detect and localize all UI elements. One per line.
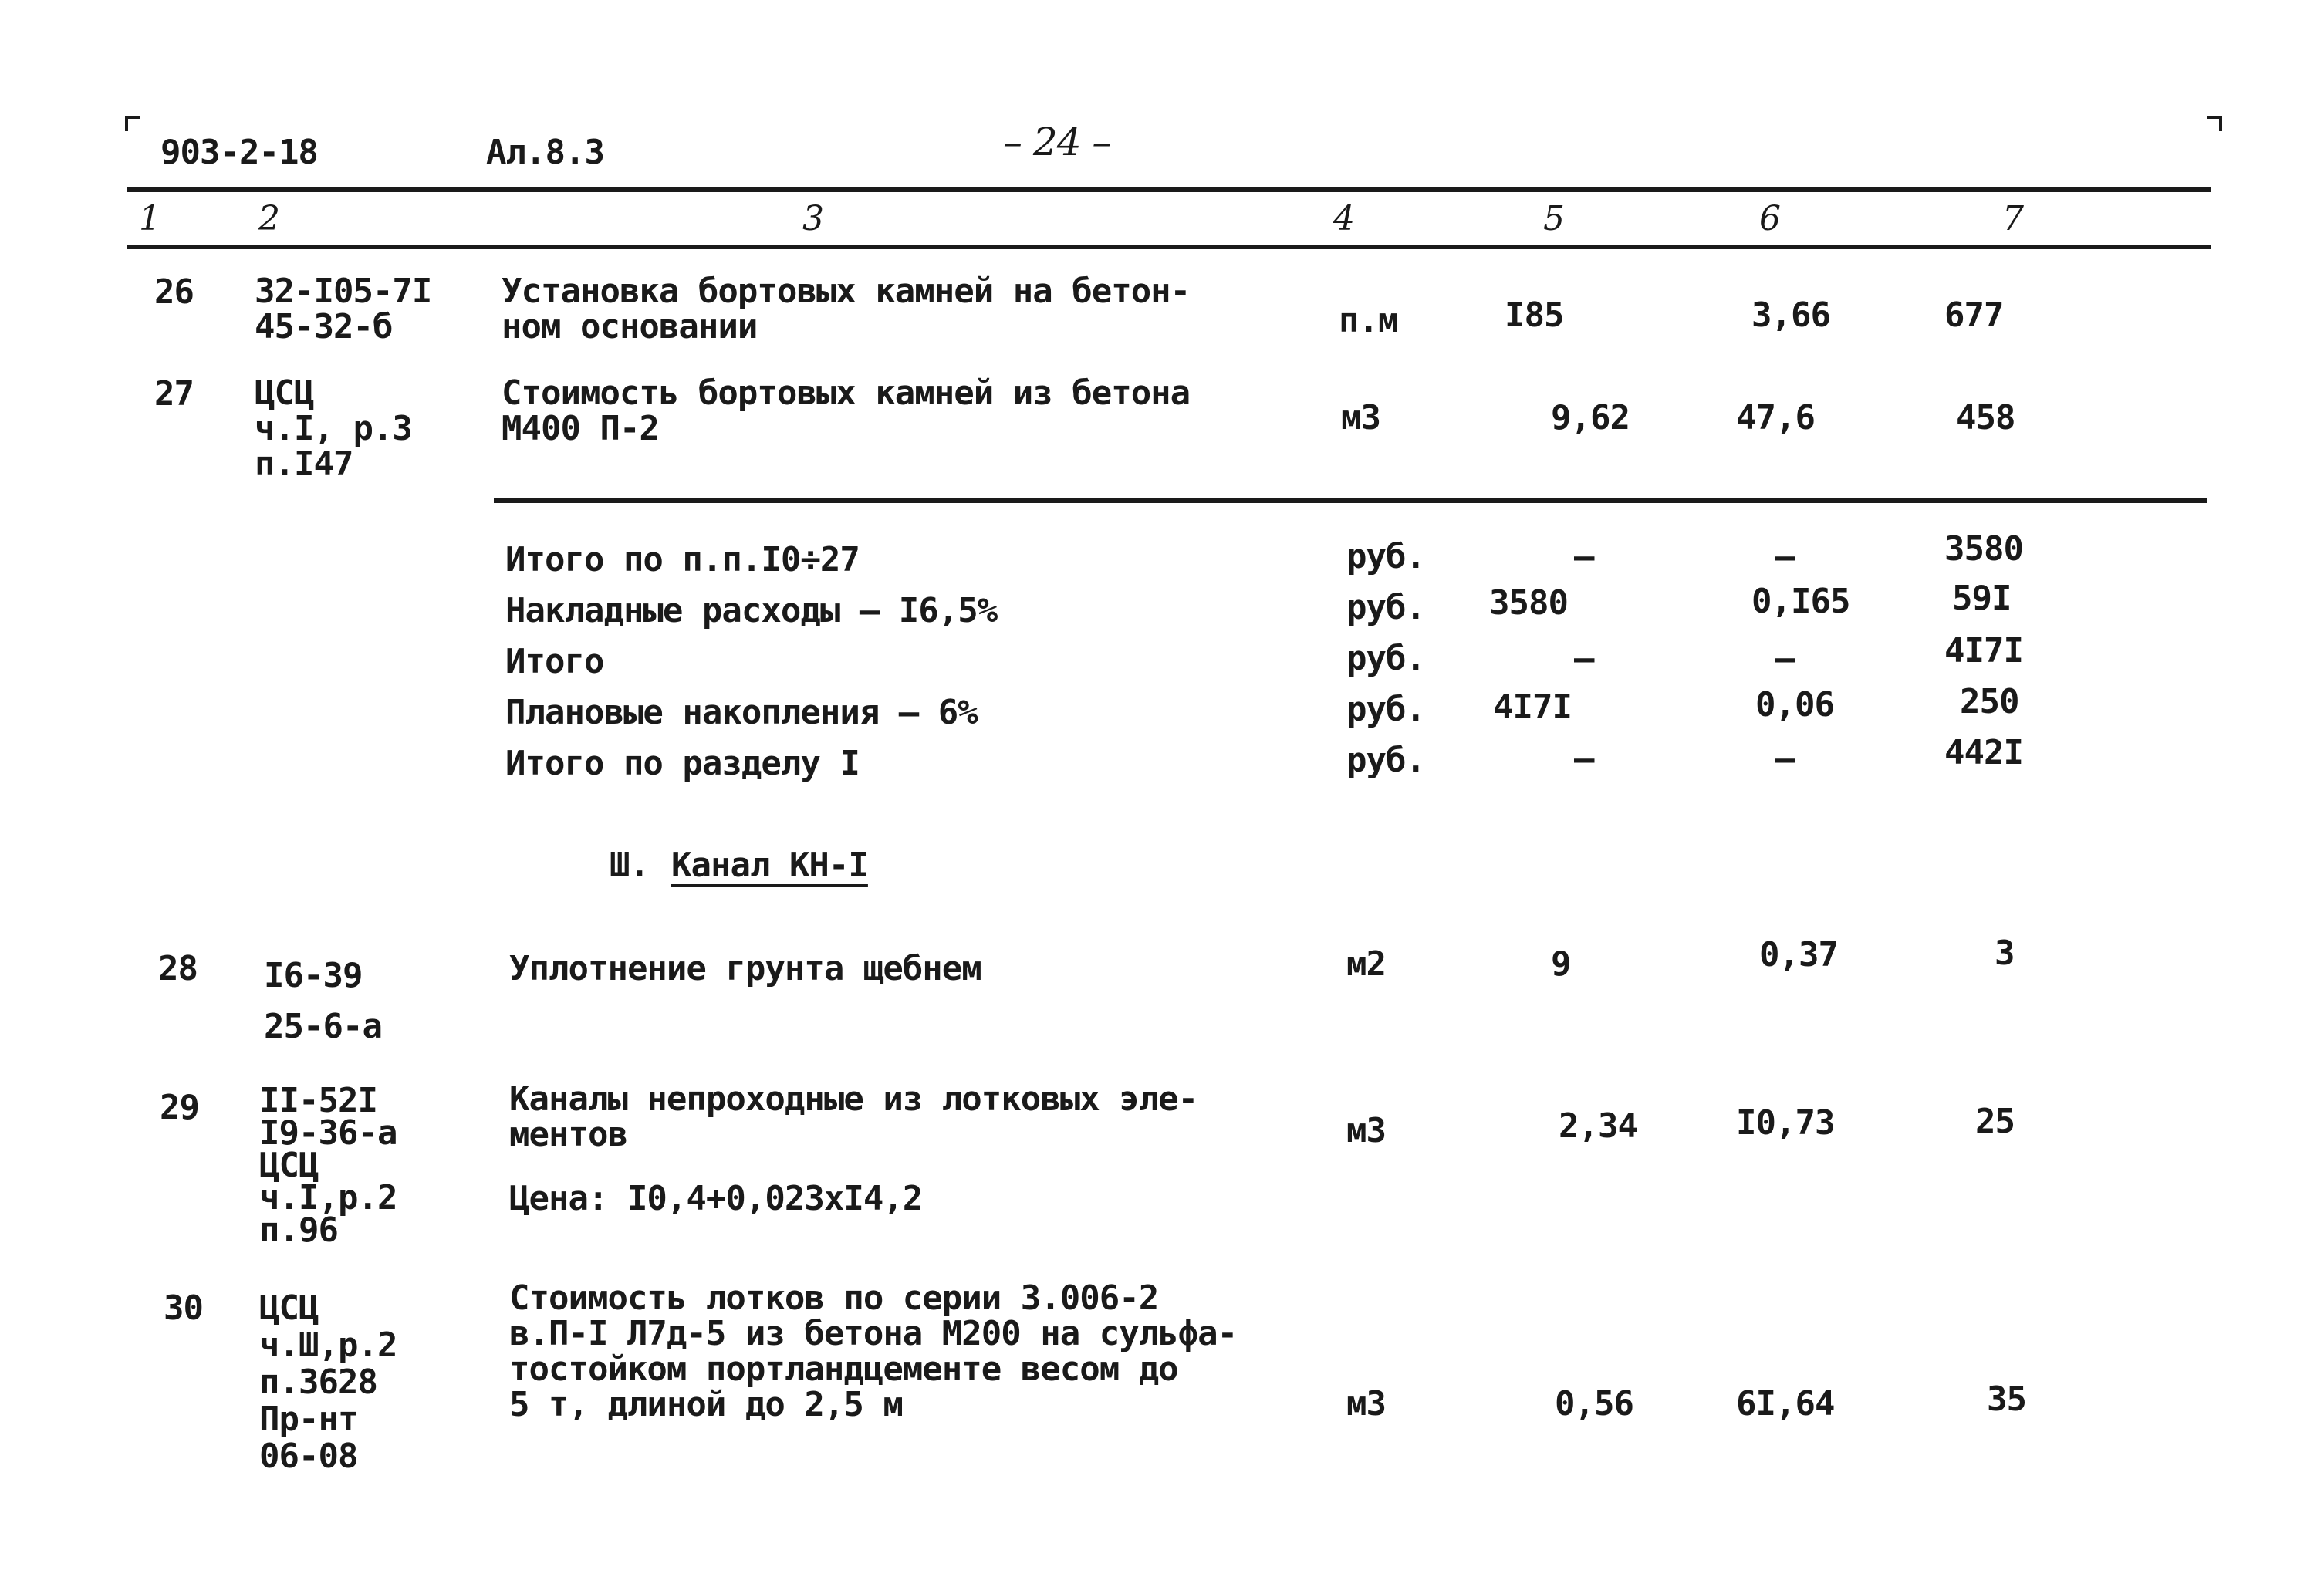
unit: руб. xyxy=(1346,537,1425,576)
row-number: 27 xyxy=(154,374,194,414)
item-description: Установка бортовых камней на бетон- ном основании xyxy=(502,272,1191,346)
total-cost: 59I xyxy=(1952,579,2012,618)
unit-price: 3,66 xyxy=(1751,295,1830,335)
quantity: – xyxy=(1574,739,1594,778)
total-cost: 442I xyxy=(1944,733,2023,772)
unit: руб. xyxy=(1346,741,1425,780)
unit: руб. xyxy=(1346,690,1425,729)
unit-price: – xyxy=(1775,639,1795,678)
totals-label: Плановые накопления – 6% xyxy=(505,693,978,732)
total-cost: 250 xyxy=(1960,682,2019,721)
quantity: I85 xyxy=(1505,295,1564,335)
unit: руб. xyxy=(1346,588,1425,627)
quantity: – xyxy=(1574,639,1594,678)
total-cost: 458 xyxy=(1956,398,2015,437)
row-number: 26 xyxy=(154,272,194,312)
header-rule-bottom xyxy=(127,245,2211,249)
item-description: Каналы непроходные из лотковых эле- ментов xyxy=(509,1079,1198,1154)
norm-code: I6-39 25-6-а xyxy=(264,956,382,1046)
totals-label: Итого по разделу I xyxy=(505,744,860,783)
totals-separator-rule xyxy=(494,498,2207,503)
album-code: Ал.8.3 xyxy=(486,133,604,172)
quantity: 9 xyxy=(1551,944,1571,984)
doc-code: 903-2-18 xyxy=(160,133,318,172)
quantity: – xyxy=(1574,537,1594,576)
quantity: 0,56 xyxy=(1555,1384,1633,1423)
column-number-5: 5 xyxy=(1543,199,1564,238)
total-cost: 25 xyxy=(1975,1102,2015,1141)
header-rule-top xyxy=(127,187,2211,192)
total-cost: 3 xyxy=(1995,934,2015,973)
norm-code: ЦСЦ ч.I, р.3 п.I47 xyxy=(255,373,412,484)
quantity: 4I7I xyxy=(1493,687,1572,727)
column-number-6: 6 xyxy=(1759,199,1780,238)
quantity: 2,34 xyxy=(1559,1106,1637,1146)
price-formula: Цена: I0,4+0,023хI4,2 xyxy=(509,1179,923,1218)
section-numeral: Ш. xyxy=(610,846,649,885)
row-number: 28 xyxy=(158,949,198,988)
section-title: Канал КН-I xyxy=(671,846,868,885)
item-description: Стоимость лотков по серии 3.006-2 в.П-I Л7д-5 из бетона М200 на сульфа- тостойком портландцементе весом до 5 т, длиной до 2,5 м xyxy=(509,1278,1238,1424)
unit: м3 xyxy=(1346,1384,1386,1423)
total-cost: 677 xyxy=(1944,295,2004,335)
page-number: – 24 – xyxy=(1003,120,1111,164)
totals-label: Итого xyxy=(505,642,604,681)
total-cost: 35 xyxy=(1987,1380,2026,1419)
unit: м3 xyxy=(1346,1111,1386,1150)
column-number-2: 2 xyxy=(258,199,279,238)
unit-price: I0,73 xyxy=(1736,1103,1835,1143)
norm-code: ЦСЦ ч.Ш,р.2 п.3628 Пр-нт 06-08 xyxy=(259,1288,397,1476)
unit: руб. xyxy=(1346,639,1425,678)
row-number: 30 xyxy=(164,1288,203,1328)
column-number-7: 7 xyxy=(2002,199,2023,238)
item-description: Уплотнение грунта щебнем xyxy=(509,949,981,988)
total-cost: 3580 xyxy=(1944,529,2023,569)
unit-price: 0,06 xyxy=(1755,685,1834,724)
norm-code: 32-I05-7I 45-32-б xyxy=(255,272,432,346)
unit: м2 xyxy=(1346,944,1386,984)
totals-label: Итого по п.п.I0÷27 xyxy=(505,540,860,579)
totals-label: Накладные расходы – I6,5% xyxy=(505,591,998,630)
quantity: 3580 xyxy=(1489,583,1568,623)
corner-mark-top-left xyxy=(125,116,140,131)
column-number-1: 1 xyxy=(139,199,160,238)
corner-mark-top-right xyxy=(2207,116,2222,131)
unit-price: – xyxy=(1775,739,1795,778)
total-cost: 4I7I xyxy=(1944,631,2023,670)
quantity: 9,62 xyxy=(1551,398,1630,437)
unit-price: 6I,64 xyxy=(1736,1384,1835,1423)
unit-price: 0,I65 xyxy=(1751,582,1850,621)
item-description: Стоимость бортовых камней из бетона М400 П-2 xyxy=(502,373,1191,448)
unit: м3 xyxy=(1341,398,1380,437)
unit-price: – xyxy=(1775,537,1795,576)
unit-price: 47,6 xyxy=(1736,398,1815,437)
column-number-4: 4 xyxy=(1333,199,1354,238)
row-number: 29 xyxy=(160,1088,199,1127)
norm-code: II-52I I9-36-а ЦСЦ ч.I,р.2 п.96 xyxy=(259,1081,397,1250)
unit: п.м xyxy=(1339,301,1398,340)
column-number-3: 3 xyxy=(802,199,823,238)
unit-price: 0,37 xyxy=(1759,935,1838,974)
